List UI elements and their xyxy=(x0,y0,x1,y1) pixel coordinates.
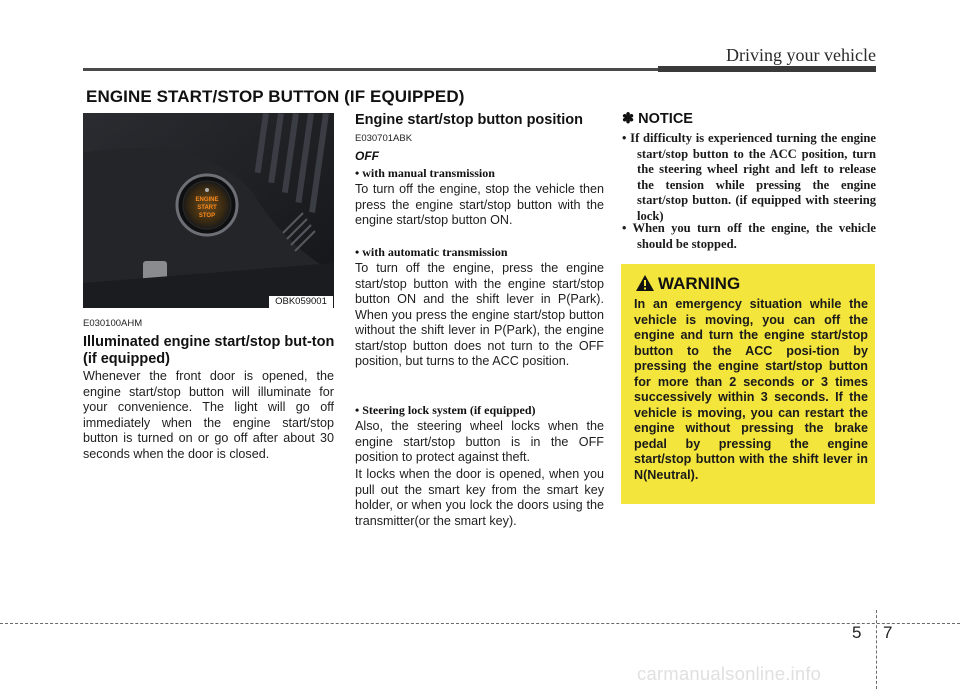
photo-illustration xyxy=(83,113,334,308)
bullet-manual-transmission: • with manual transmission xyxy=(355,166,495,180)
notice-item xyxy=(622,221,876,252)
header-title: Driving your vehicle xyxy=(726,45,876,65)
paragraph-manual: To turn off the engine, stop the vehicle then press the engine start/stop button with the engine start/stop button ON. xyxy=(355,182,604,227)
chapter-number: 5 xyxy=(852,623,862,642)
paragraph-steering-lock: Also, the steering wheel locks when the engine start/stop button is in the OFF position to protect against theft. xyxy=(355,419,604,464)
section-title: ENGINE START/STOP BUTTON (IF EQUIPPED) xyxy=(86,87,465,106)
footer-rule xyxy=(0,623,960,624)
left-heading: Illuminated engine start/stop but-ton (if equipped) xyxy=(83,334,335,367)
warning-triangle-icon xyxy=(635,274,655,292)
notice-item xyxy=(622,131,876,224)
photo-caption: OBK059001 xyxy=(269,296,333,308)
button-label-stop: STOP xyxy=(198,213,216,219)
warning-title: WARNING xyxy=(658,274,741,293)
notice-heading: ✽ NOTICE xyxy=(622,111,693,127)
notice-item-text: • If difficulty is experienced turning the engine start/stop button to the ACC position, turn the steering wheel right and left to release the tension while pressing the engine start/stop button. (if equipped with steering lock) xyxy=(622,131,876,223)
warning-text: In an emergency situation while the vehicle is moving, you can off the engine and turn the engine start/stop button to the ACC posi-tion by pressing the engine start/stop button for more than 2 seconds or 3 times successively within 3 seconds. If the vehicle is moving, you can restart the engine without pressing the brake pedal by pressing the engine start/stop button with the shift lever in N(Neutral). xyxy=(634,297,868,482)
button-label-engine: ENGINE xyxy=(195,197,219,203)
left-body-text: Whenever the front door is opened, the engine start/stop button will illuminate for your convenience. The light will go off immediately when the engine start/stop button is turned on or go off after about 30 seconds when the door is closed. xyxy=(83,369,334,461)
start-button-photo xyxy=(83,113,334,308)
left-section-code: E030100AHM xyxy=(83,318,143,329)
off-label: OFF xyxy=(355,149,379,163)
page-number: 7 xyxy=(883,623,893,642)
footer-divider xyxy=(876,610,877,689)
bullet-steering-lock: • Steering lock system (if equipped) xyxy=(355,403,536,417)
button-label-start: START xyxy=(197,205,217,211)
header-rule-accent xyxy=(658,66,876,72)
paragraph-lock-conditions: It locks when the door is opened, when you pull out the smart key from the smart key holder, or when you lock the doors using the transmitter(or the smart key). xyxy=(355,467,604,528)
bullet-automatic-transmission: • with automatic transmission xyxy=(355,245,508,259)
paragraph-automatic: To turn off the engine, press the engine start/stop button with the engine start/stop button ON and the shift lever in P(Park). When you press the engine start/stop button without the shift lever in P(Park), the engine start/stop button does not turn to the OFF position, but turns to the ACC position. xyxy=(355,261,604,368)
middle-heading: Engine start/stop button position xyxy=(355,112,583,128)
watermark: carmanualsonline.info xyxy=(637,663,822,684)
middle-section-code: E030701ABK xyxy=(355,133,413,144)
notice-item-text: • When you turn off the engine, the vehicle should be stopped. xyxy=(622,221,876,251)
